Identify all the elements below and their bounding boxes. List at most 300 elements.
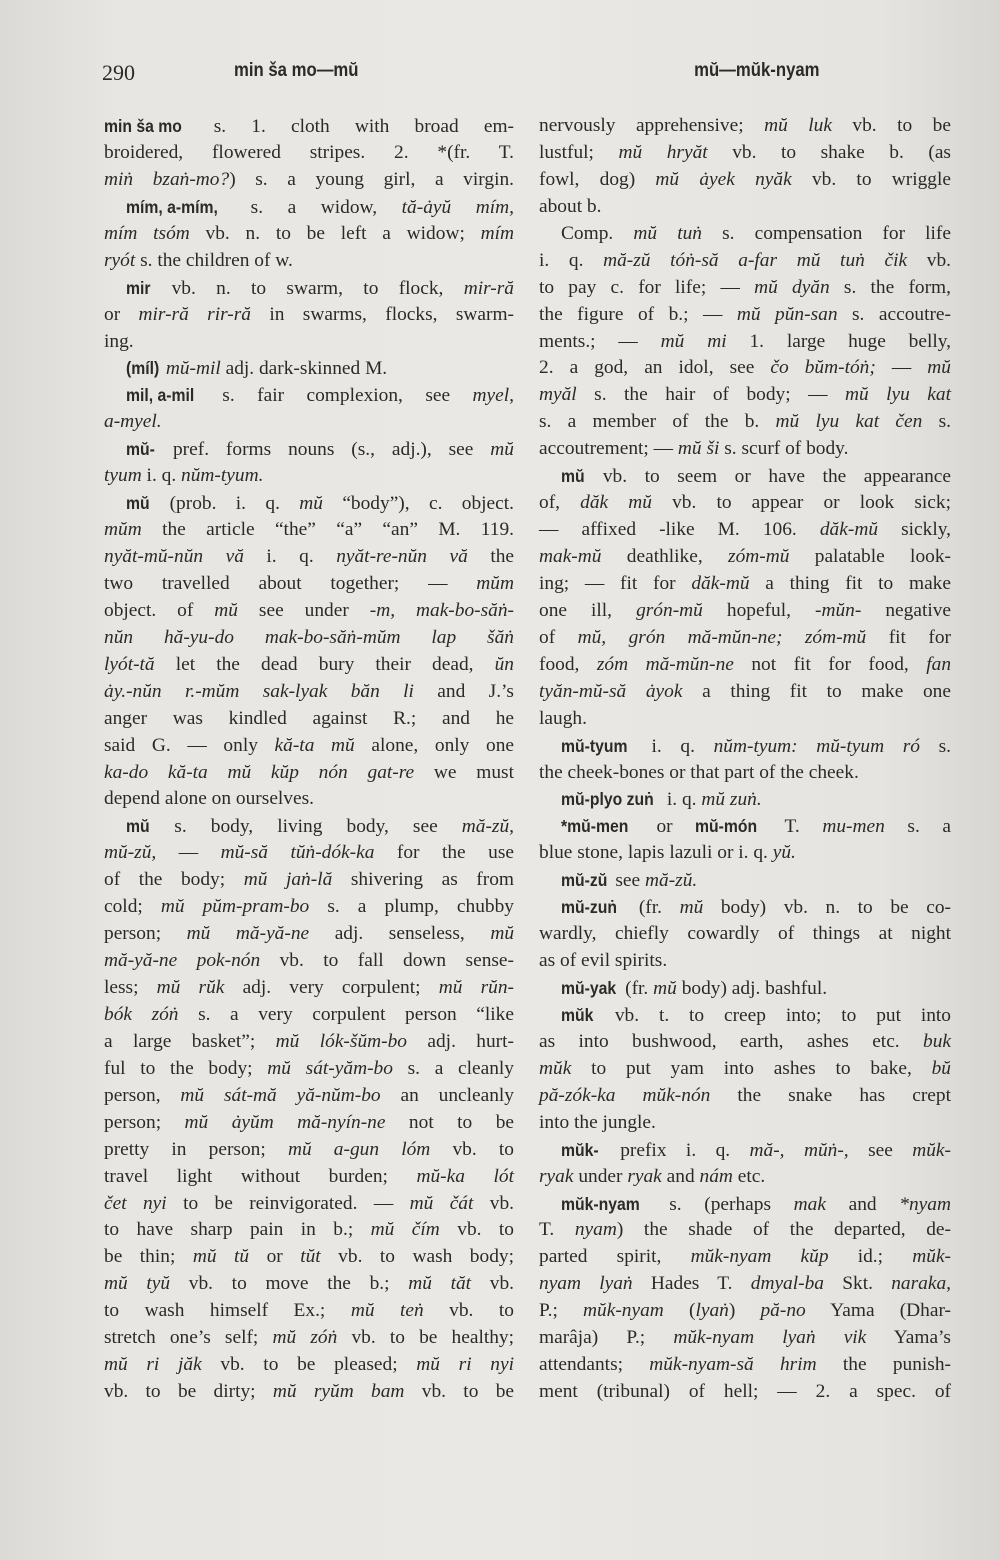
text-line [104,894,514,921]
text-run: of the body; [104,869,244,891]
text-line [539,652,951,679]
text-line [104,813,514,840]
text-run: (fr. [621,897,680,919]
text-run: vb. to be healthy; [337,1327,514,1349]
text-run: anger was kindled against R.; and he [104,707,514,729]
text-line [104,382,514,409]
italic-term: nyăt-re-nŭn vă [336,546,468,567]
text-run: vb. to be [831,115,951,136]
italic-term: ka-do kă-ta mŭ kŭp nón gat-re [104,761,415,783]
italic-term: fan [926,653,952,675]
italic-term: mă-zŭ tóṅ-să a-far mŭ tuṅ čik [603,249,908,271]
italic-term: mŭk-nyam [583,1300,664,1322]
italic-term: mŭm [104,519,142,541]
italic-term: mŭ [299,493,323,515]
text-line [104,1217,514,1244]
italic-term: mŭk- [912,1139,951,1161]
text-run: of [539,626,578,648]
text-run: deathlike, [601,546,729,567]
italic-term: dăk-mŭ [819,519,879,541]
text-run: Skt. [824,1273,892,1295]
text-line [539,1244,951,1271]
text-line [539,1298,951,1325]
italic-term: mŭk- [912,1246,952,1268]
text-run: s. the form, [829,276,951,298]
italic-term: mak-mŭ [539,546,602,567]
text-line [539,113,951,140]
headword: mŭ-món [695,816,758,837]
italic-term: dăk mŭ [580,492,652,514]
text-line [104,867,514,894]
text-run: ) the shade of the departed, de- [616,1219,951,1241]
text-line [104,921,514,948]
text-run: a thing fit to make one [682,680,951,702]
text-run: vb. to be pleased; [201,1354,417,1376]
text-line [539,598,951,625]
text-line [104,840,514,867]
italic-term: mŭ rŭn- [438,977,514,998]
text-run: be thin; [104,1246,193,1268]
text-run: vb. n. to swarm, to flock, [151,277,464,299]
text-line [539,436,951,463]
italic-term: zóm mă-mŭn-ne [596,653,734,675]
text-run: to pay c. for life; — [539,276,755,298]
left-column [104,113,514,1406]
italic-term: dăk-mŭ [691,572,750,594]
text-run: 1. large huge belly, [726,330,952,352]
text-line [539,1083,951,1110]
text-run: alone, only one [354,734,515,756]
italic-term: yŭ. [772,842,796,864]
text-line [539,733,951,760]
italic-term: mŭ sát-yăm-bo [267,1057,393,1079]
text-line [104,760,514,787]
text-run: as of evil spirits. [539,950,668,972]
text-run: shivering as from [332,869,514,891]
italic-term: mŭ tŭ [192,1246,250,1268]
text-line [104,706,514,733]
italic-term: bŭ [931,1057,951,1079]
italic-term: ryót [104,249,136,271]
text-line [539,1325,951,1352]
headword: mŭ [561,466,585,487]
italic-term: mŭ-să tŭṅ-dók-ka [220,842,375,864]
text-line [539,1137,951,1164]
italic-term: mă-zŭ, [461,816,514,838]
text-run: we must [414,761,514,783]
italic-term: mŭ ryŭm bam [272,1381,405,1403]
text-line [104,786,514,813]
text-run: T. [539,1219,575,1241]
italic-term: lyót-tă [104,653,155,675]
italic-term: mŭ [679,897,704,919]
italic-term: kă-ta mŭ [274,734,355,756]
italic-term: mŭm [476,572,514,594]
text-run: two travelled about together; — [104,572,477,594]
text-line [104,1110,514,1137]
italic-term: mŭ ȧyŭm mă-nyín-ne [184,1111,386,1133]
text-line [104,1191,514,1218]
text-run: the figure of b.; — [539,303,737,325]
headword: mŭk [561,1004,594,1025]
text-run: vb. to be [404,1381,515,1403]
text-line [539,1029,951,1056]
italic-term: mím [480,222,514,244]
italic-term: myăl [539,384,577,406]
italic-term: mŭ luk [764,115,832,136]
text-line [539,571,951,598]
text-run: — [156,842,221,864]
text-line [104,679,514,706]
text-line [104,113,514,140]
text-run: the article “the” “a” “an” M. 119. [141,519,514,541]
italic-term: nyam lyaṅ [539,1273,633,1295]
text-run: the [467,546,515,567]
text-line [104,167,514,194]
text-run: adj. very corpulent; [224,977,439,998]
text-run: vb. [471,1273,514,1295]
text-run: id.; [828,1246,913,1268]
italic-term: myel, [472,385,514,407]
text-line [104,1352,514,1379]
italic-term: mŭ tăt [408,1273,472,1295]
italic-term: mŭ čát [409,1192,474,1214]
page-number: 290 [102,60,135,85]
text-run: a thing fit to make [749,572,951,594]
text-line [104,948,514,975]
text-line [539,1379,951,1406]
text-run: fit for [866,626,951,648]
italic-term: mŭ rŭk [156,977,225,998]
text-line [104,1298,514,1325]
text-run: and [661,1165,700,1187]
text-line [104,1083,514,1110]
italic-term: ȧy.-nŭn r.-mŭm sak-lyak băn li [104,680,414,702]
italic-term: -mŭn- [815,599,862,621]
text-run: under [573,1165,628,1187]
italic-term: mŭ-zŭ, [104,842,157,864]
text-line [539,921,951,948]
text-run: cold; [104,896,161,918]
text-line [104,1164,514,1191]
italic-term: nyam [574,1219,617,1241]
text-run: — affixed -like M. 106. [539,519,820,541]
text-run: of, [539,492,581,514]
italic-term: lyaṅ [695,1300,729,1322]
italic-term: a-myel. [104,411,162,433]
italic-term: mím tsóm [104,222,190,244]
italic-term: dmyal-ba [750,1273,824,1295]
text-line [539,813,951,840]
headword: mím, a-mím, [126,196,218,217]
text-run: the snake has crept [710,1084,951,1106]
text-run: ) s. a young girl, a virgin. [229,168,514,190]
headword: mil, a-mil [126,385,195,406]
text-run: etc. [732,1165,766,1187]
text-run: lustful; [539,141,619,163]
text-run: in swarms, flocks, swarm- [250,303,514,325]
text-run: or [633,816,696,838]
italic-term: naraka, [891,1273,952,1295]
italic-term: mŭ čím [370,1219,440,1241]
italic-term: nŭn hă-yu-do mak-bo-săṅ-mŭm lap šăṅ [104,626,514,648]
text-line [539,463,951,490]
italic-term: mŭ sát-mă yă-nŭm-bo [180,1084,381,1106]
text-run: not to be [385,1111,514,1133]
text-line [539,1056,951,1083]
text-line [539,1110,951,1137]
text-run: vb. to fall down sense- [260,950,514,972]
text-run: broidered, flowered stripes. 2. *(fr. T. [104,141,514,163]
text-line [104,517,514,544]
text-line [539,786,951,813]
text-run: vb. t. to creep into; to put into [594,1004,951,1026]
text-line [539,302,951,329]
text-line [104,194,514,221]
italic-term: čo bŭm-tóṅ; [770,357,876,379]
text-run: s. fair complexion, see [199,385,473,407]
text-line [539,840,951,867]
text-run: — [875,357,928,379]
text-run: as into bushwood, earth, ashes etc. [539,1030,923,1052]
text-run: pref. forms nouns (s., adj.), see [156,439,491,461]
text-run: adj. hurt- [407,1030,514,1052]
text-run: vb. [907,249,951,271]
text-run: vb. to shake b. (as [707,141,951,163]
headword: *mŭ-men [561,816,629,837]
text-line [539,867,951,894]
text-run: palatable look- [789,546,951,567]
text-run: ing. [104,330,134,352]
text-run: s. a [884,816,951,838]
italic-term: mŭ teṅ [350,1300,424,1322]
italic-term: nŭm-tyum. [181,465,264,487]
text-line [104,463,514,490]
italic-term: tyum [104,465,142,487]
text-run: see [610,870,645,892]
italic-term: mŭ-ka lót [416,1165,514,1187]
text-line [539,329,951,356]
italic-term: mŭk [539,1057,572,1079]
text-run: body) vb. n. to be co- [703,897,951,919]
italic-term: mŭ dyăn [754,276,830,298]
text-run: nervously apprehensive; [539,115,765,136]
text-line [104,652,514,679]
italic-term: mŭ ȧyek nyăk [655,168,792,190]
text-run: to have sharp pain in b.; [104,1219,371,1241]
text-run: Yama’s [866,1327,951,1349]
text-run: s. body, living body, see [150,816,462,838]
headword: mŭk- [561,1139,599,1160]
italic-term: mŭk-nyam lyaṅ vik [673,1327,867,1349]
text-run: s. a plump, chubby [309,896,514,918]
italic-term: ryak [627,1165,662,1187]
text-line [539,1002,951,1029]
italic-term: mŭ [927,357,951,379]
text-line [104,302,514,329]
text-run: person; [104,1111,185,1133]
italic-term: mŭ a-gun lóm [287,1138,431,1160]
text-run: ) [728,1300,761,1322]
italic-term: buk [923,1030,951,1052]
text-run: (fr. [620,978,654,999]
text-line [104,1325,514,1352]
text-run: vb. [473,1192,515,1214]
headword: mŭ [126,493,150,514]
text-line [539,679,951,706]
italic-term: mŭ [214,599,238,621]
italic-term: mak [793,1193,826,1215]
headword: mŭ-zŭ [561,870,608,891]
italic-term: ŭn [494,653,514,675]
text-line [539,706,951,733]
italic-term: mŭk-nyam kŭp [690,1246,829,1268]
italic-term: pă-no [760,1300,806,1322]
text-line [539,517,951,544]
text-run: i. q. [662,789,702,811]
headword: (míl) [126,358,160,379]
text-line [104,248,514,275]
italic-term: mir-ră [463,277,514,299]
headword: mŭ-plyo zuṅ [561,789,654,810]
text-run: parted spirit, [539,1246,691,1268]
text-run: adj. dark-skinned M. [220,358,388,380]
italic-term: mŭ mi [660,330,727,352]
text-run: one ill, [539,599,637,621]
italic-term: mŭ tuṅ [633,222,702,244]
text-line [539,544,951,571]
italic-term: mŭ [653,978,677,999]
text-run: person, [104,1084,181,1106]
text-run: into the jungle. [539,1111,656,1133]
running-head [100,60,960,92]
text-run: s. accoutre- [837,303,952,325]
text-run: a large basket”; [104,1030,276,1052]
text-line [104,1056,514,1083]
italic-term: mŭ pŭm-pram-bo [160,896,310,918]
italic-term: tyăn-mŭ-să ȧyok [539,680,683,702]
text-run: i. q. [632,735,714,757]
italic-term: mă-, mŭṅ-, [749,1139,849,1161]
text-run: for the use [374,842,514,864]
text-line [539,625,951,652]
italic-term: mŭk-nyam-să hrim [649,1354,817,1376]
text-run: pretty in person; [104,1138,288,1160]
text-run: vb. to wash body; [320,1246,514,1268]
text-run: let the dead bury their dead, [154,653,495,675]
text-run: s. a member of the b. [539,411,776,433]
headword: mŭk-nyam [561,1193,640,1214]
italic-term: mă-zŭ. [645,870,698,892]
text-line [539,140,951,167]
headword: min ša mo [104,116,182,136]
italic-term: mŭ lók-šŭm-bo [275,1030,407,1052]
text-run: object. of [104,599,215,621]
headword: mŭ-tyum [561,735,628,756]
text-run: adj. senseless, [309,923,491,945]
text-line [104,1137,514,1164]
text-line [104,409,514,436]
text-run: the punish- [816,1354,951,1376]
italic-term: mŭ zóṅ [272,1327,338,1349]
text-line [539,355,951,382]
text-run: vb. to wriggle [791,168,951,190]
text-run: body) adj. bashful. [676,978,828,999]
text-run: s. compensation for life [701,222,951,244]
italic-term: mŭ, grón mă-mŭn-ne; zóm-mŭ [577,626,867,648]
text-run: s. 1. cloth with broad em- [188,116,514,137]
text-run: vb. to [439,1219,514,1241]
italic-term: mŭ pŭn-san [736,303,838,325]
text-run: blue stone, lapis lazuli or i. q. [539,842,773,864]
text-run: wardly, chiefly cowardly of things at night [539,923,951,945]
text-run: to be reinvigorated. — [166,1192,410,1214]
text-run: laugh. [539,707,587,729]
headword: mŭ-yak [561,978,617,998]
text-run: i. q. [539,249,604,271]
text-line [539,167,951,194]
text-line [104,625,514,652]
italic-term: mŭ-mil [165,358,221,380]
text-run: or [104,303,139,325]
italic-term: mŭ [490,923,515,945]
text-run: to put yam into ashes to bake, [571,1057,932,1079]
text-run: ful to the body; [104,1057,268,1079]
headword: mir [126,277,151,298]
text-run: s. (perhaps [646,1193,794,1215]
italic-term: mŭ ri nyi [416,1354,514,1376]
running-head-right: mŭ—mŭk-nyam [694,60,820,81]
text-line [539,275,951,302]
text-line [104,355,514,382]
text-run: depend alone on ourselves. [104,788,315,810]
italic-term: tŭt [300,1246,321,1268]
text-line [539,948,951,975]
italic-term: mŭ mă-yă-ne [186,923,310,945]
text-run: see under [237,599,370,621]
text-line [539,1217,951,1244]
text-run: stretch one’s self; [104,1327,273,1349]
text-run: “body”), c. object. [322,493,514,515]
text-line [104,275,514,302]
italic-term: mŭ jaṅ-lă [243,869,333,891]
text-run: or [249,1246,301,1268]
italic-term: zóm-mŭ [728,546,790,567]
text-line [539,248,951,275]
text-line [104,1244,514,1271]
text-run: to wash himself Ex.; [104,1300,351,1322]
text-run: vb. n. to be left a widow; [189,222,481,244]
text-run: vb. to [430,1138,514,1160]
text-run: vb. to [423,1300,514,1322]
right-column [539,113,951,1406]
text-line [539,1271,951,1298]
text-line [539,490,951,517]
text-run: vb. to seem or have the appearance [585,466,951,488]
headword: mŭ [126,816,150,837]
headword: mŭ-zuṅ [561,897,617,918]
text-line [539,760,951,787]
text-run: s. [919,735,951,757]
text-run: Yama (Dhar- [805,1300,952,1322]
text-line [104,598,514,625]
text-run: ments.; — [539,330,661,352]
italic-term: mŭ lyu kat [844,384,951,406]
text-line [539,1352,951,1379]
text-run: an uncleanly [380,1084,514,1106]
text-run: P.; [539,1300,584,1322]
text-run: and [825,1193,900,1215]
